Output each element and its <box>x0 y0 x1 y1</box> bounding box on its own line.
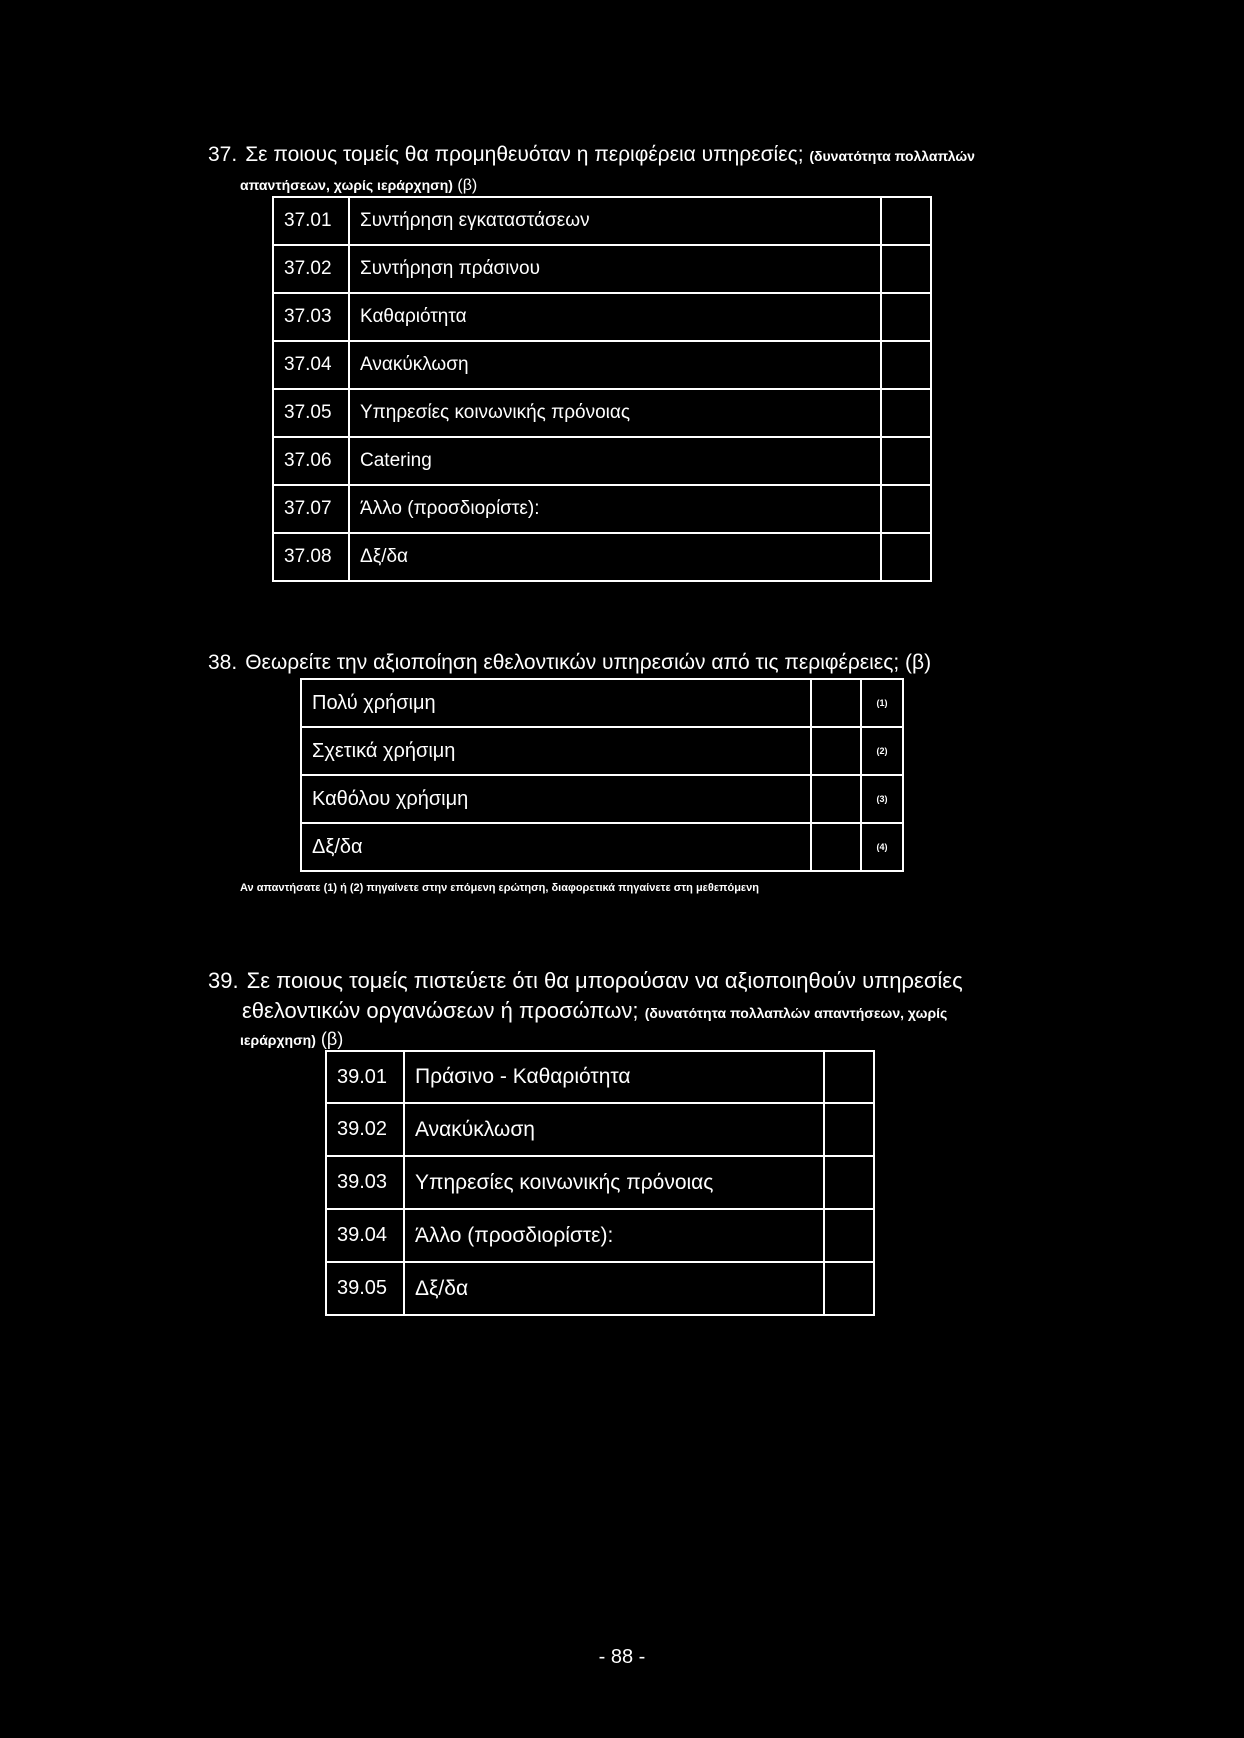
table-row <box>301 823 903 871</box>
answer-checkbox[interactable] <box>811 727 861 775</box>
table-row <box>326 1209 874 1262</box>
answer-checkbox[interactable] <box>881 245 931 293</box>
q38-options-table <box>300 678 904 872</box>
option-label: Συντήρηση πράσινου <box>349 245 881 293</box>
option-code: 37.06 <box>273 437 349 485</box>
option-code-tag: (4) <box>861 823 903 871</box>
option-code: 37.02 <box>273 245 349 293</box>
option-label: Συντήρηση εγκαταστάσεων <box>349 197 881 245</box>
option-code-tag: (2) <box>861 727 903 775</box>
table-row <box>273 485 931 533</box>
q38-skip-instruction: Αν απαντήσατε (1) ή (2) πηγαίνετε στην επόμενη ερώτηση, διαφορετικά πηγαίνετε στη μεθεπόμενη <box>240 882 759 894</box>
option-code: 37.08 <box>273 533 349 581</box>
table-row <box>273 341 931 389</box>
answer-checkbox[interactable] <box>811 679 861 727</box>
q37-question-text: Σε ποιους τομείς θα προμηθευόταν η περιφέρεια υπηρεσίες; <box>245 143 804 166</box>
option-label: Δξ/δα <box>301 823 811 871</box>
option-code: 37.04 <box>273 341 349 389</box>
answer-checkbox[interactable] <box>881 533 931 581</box>
answer-checkbox[interactable] <box>824 1156 874 1209</box>
table-row <box>273 245 931 293</box>
answer-checkbox[interactable] <box>881 437 931 485</box>
option-label: Δξ/δα <box>404 1262 824 1315</box>
option-label: Υπηρεσίες κοινωνικής πρόνοιας <box>349 389 881 437</box>
option-label: Ανακύκλωση <box>349 341 881 389</box>
table-row <box>301 775 903 823</box>
option-code: 39.01 <box>326 1051 404 1103</box>
table-row <box>301 727 903 775</box>
q38-number: 38. <box>208 651 238 674</box>
option-code: 39.02 <box>326 1103 404 1156</box>
page-number: - 88 - <box>598 1646 646 1668</box>
q37-number: 37. <box>208 143 238 166</box>
table-row <box>326 1051 874 1103</box>
q38-suffix: (β) <box>905 651 932 674</box>
q37-options-table <box>272 196 932 582</box>
q37-title <box>208 142 975 169</box>
answer-checkbox[interactable] <box>881 293 931 341</box>
table-row <box>273 389 931 437</box>
option-code: 39.03 <box>326 1156 404 1209</box>
q38-question-text: Θεωρείτε την αξιοποίηση εθελοντικών υπηρεσιών από τις περιφέρειες; <box>245 651 900 674</box>
option-code: 37.01 <box>273 197 349 245</box>
option-label: Σχετικά χρήσιμη <box>301 727 811 775</box>
q39-question-text-line1: Σε ποιους τομείς πιστεύετε ότι θα μπορούσαν να αξιοποιηθούν υπηρεσίες <box>246 968 963 993</box>
table-row <box>273 197 931 245</box>
q39-title-line1 <box>208 968 963 994</box>
option-code-tag: (1) <box>861 679 903 727</box>
q37-title-line2 <box>240 172 477 199</box>
answer-checkbox[interactable] <box>881 485 931 533</box>
q37-note-line2: απαντήσεων, χωρίς ιεράρχηση) <box>240 177 453 193</box>
option-code-tag: (3) <box>861 775 903 823</box>
table-row <box>326 1156 874 1209</box>
q39-note: (δυνατότητα πολλαπλών απαντήσεων, χωρίς <box>644 1005 948 1021</box>
option-code: 39.05 <box>326 1262 404 1315</box>
q38-title <box>208 650 931 676</box>
q37-suffix: (β) <box>457 177 478 194</box>
table-row <box>273 293 931 341</box>
option-label: Καθόλου χρήσιμη <box>301 775 811 823</box>
option-code: 37.05 <box>273 389 349 437</box>
option-code: 39.04 <box>326 1209 404 1262</box>
q39-title-line3 <box>240 1026 343 1053</box>
answer-checkbox[interactable] <box>824 1051 874 1103</box>
option-label: Ανακύκλωση <box>404 1103 824 1156</box>
q39-suffix: (β) <box>320 1029 344 1049</box>
option-label: Πράσινο - Καθαριότητα <box>404 1051 824 1103</box>
option-code: 37.03 <box>273 293 349 341</box>
q39-title-line2 <box>242 998 947 1026</box>
option-label: Catering <box>349 437 881 485</box>
q39-number: 39. <box>208 968 239 993</box>
table-row <box>301 679 903 727</box>
table-row <box>273 533 931 581</box>
option-label: Άλλο (προσδιορίστε): <box>349 485 881 533</box>
option-label: Υπηρεσίες κοινωνικής πρόνοιας <box>404 1156 824 1209</box>
answer-checkbox[interactable] <box>881 197 931 245</box>
q39-question-text-line2: εθελοντικών οργανώσεων ή προσώπων; <box>242 998 639 1023</box>
answer-checkbox[interactable] <box>824 1103 874 1156</box>
table-row <box>326 1103 874 1156</box>
table-row <box>326 1262 874 1315</box>
q39-options-table <box>325 1050 875 1316</box>
answer-checkbox[interactable] <box>824 1262 874 1315</box>
answer-checkbox[interactable] <box>811 775 861 823</box>
option-label: Πολύ χρήσιμη <box>301 679 811 727</box>
table-row <box>273 437 931 485</box>
answer-checkbox[interactable] <box>881 341 931 389</box>
q39-note-line3: ιεράρχηση) <box>240 1032 316 1048</box>
q37-note: (δυνατότητα πολλαπλών <box>809 148 975 164</box>
option-label: Άλλο (προσδιορίστε): <box>404 1209 824 1262</box>
option-label: Καθαριότητα <box>349 293 881 341</box>
option-label: Δξ/δα <box>349 533 881 581</box>
answer-checkbox[interactable] <box>881 389 931 437</box>
option-code: 37.07 <box>273 485 349 533</box>
answer-checkbox[interactable] <box>811 823 861 871</box>
answer-checkbox[interactable] <box>824 1209 874 1262</box>
